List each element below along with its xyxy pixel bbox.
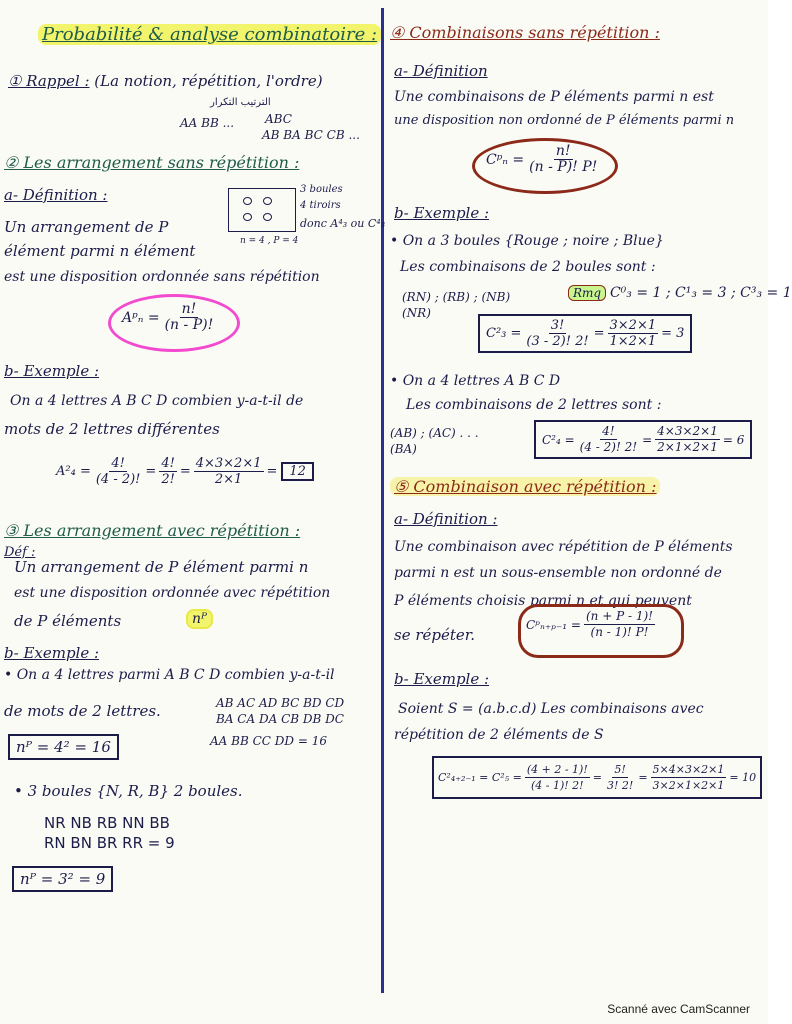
combination-repetition-formula-lhs: Cᵖₙ₊ₚ₋₁ = <box>526 617 581 632</box>
fraction-denominator: 2×1×2×1 <box>657 440 718 454</box>
section-3-example-label: b- Exemple : <box>4 644 100 662</box>
rappel-example-order: ABC <box>265 112 292 126</box>
section-5-definition-line-4: se répéter. <box>394 626 476 644</box>
combination-formula <box>486 144 602 175</box>
section-3-example-line-2: de mots de 2 lettres. <box>4 702 161 720</box>
equals-sign: = <box>592 771 602 784</box>
section-4-example-pairs: (RN) ; (RB) ; (NB) <box>402 290 511 304</box>
example-fraction <box>578 424 639 455</box>
combination-formula-fraction <box>527 144 599 175</box>
section-5-heading: ⑤ Combinaison avec répétition : <box>390 478 660 496</box>
equals-sign: = <box>266 464 278 479</box>
section-2-example-formula <box>56 456 314 487</box>
combination-repetition-formula <box>526 609 658 640</box>
section-3-definition-line-1: Un arrangement de P élément parmi n <box>14 558 309 576</box>
section-3-example-words-3: AA BB CC DD = 16 <box>210 734 327 748</box>
arrangement-formula-denominator: (n - P)! <box>164 317 214 333</box>
section-2-example-label: b- Exemple : <box>4 362 100 380</box>
arrangement-formula-lhs: Aᵖₙ = <box>122 309 160 326</box>
ball-drawing <box>263 213 272 221</box>
section-5-definition-line-3: P éléments choisis parmi n et qui peuvent <box>394 593 692 609</box>
example-fraction <box>94 456 143 487</box>
fraction-numerator: 3! <box>550 318 565 333</box>
arrangement-formula <box>122 302 218 333</box>
combination-repetition-formula-numerator: (n + P - 1)! <box>586 609 653 623</box>
section-4-definition-line-1: Une combinaisons de P éléments parmi n est <box>394 89 714 105</box>
section-5-definition-line-1: Une combinaison avec répétition de P éléments <box>394 539 733 555</box>
section-4-example-line-1: • On a 3 boules {Rouge ; noire ; Blue} <box>390 233 664 249</box>
fraction-numerator: 5! <box>614 763 626 776</box>
section-4-definition-line-2: une disposition non ordonné de P éléments parmi n <box>394 113 735 128</box>
example-result: = 10 <box>729 771 757 784</box>
section-3-definition-line-3: de P éléments <box>14 612 122 630</box>
example-fraction <box>524 318 590 349</box>
example-formula-lhs: A²₄ = <box>56 464 91 479</box>
combination-repetition-formula-fraction <box>584 609 655 640</box>
combination-repetition-formula-denominator: (n - 1)! P! <box>590 625 649 639</box>
sketch-label-balls: 3 boules <box>300 184 343 195</box>
column-divider <box>381 8 384 993</box>
arrangement-formula-fraction <box>163 302 216 333</box>
section-4-example-line-2: Les combinaisons de 2 boules sont : <box>400 259 656 275</box>
section-3-example-2-line: • 3 boules {N, R, B} 2 boules. <box>14 782 243 800</box>
section-4-example-2-pairs: (AB) ; (AC) . . . <box>390 426 479 440</box>
section-3-example-line-1: • On a 4 lettres parmi A B C D combien y-a-t-il <box>4 667 335 683</box>
example-formula-lhs: C²₃ = <box>486 326 522 341</box>
fraction-numerator: 3×2×1 <box>609 318 657 333</box>
combination-formula-lhs: Cᵖₙ = <box>486 151 525 168</box>
example-fraction <box>159 456 177 487</box>
section-2-definition-line-1: Un arrangement de P <box>4 218 169 236</box>
section-4-remark <box>568 284 792 302</box>
fraction-numerator: 4×3×2×1 <box>657 424 718 438</box>
equals-sign: = <box>642 432 653 447</box>
example-fraction <box>194 456 264 487</box>
example-formula-lhs: C²₄₊₂₋₁ = C²₅ = <box>438 771 522 784</box>
section-2-example-line-1: On a 4 lettres A B C D combien y-a-t-il de <box>10 393 304 409</box>
remark-label: Rmq <box>568 285 606 301</box>
section-5-example-line-2: répétition de 2 éléments de S <box>394 727 604 743</box>
fraction-denominator: 2×1 <box>214 472 243 487</box>
section-4-example-2-pairs-2: (BA) <box>390 442 417 456</box>
sketch-label-conclusion: donc A⁴₃ ou C⁴₃ <box>300 217 386 230</box>
section-5-definition-line-2: parmi n est un sous-ensemble non ordonné de <box>394 565 722 581</box>
equals-sign: = <box>593 326 605 341</box>
fraction-numerator: 4! <box>602 424 615 438</box>
rappel-line <box>8 72 323 90</box>
section-4-example-2-line-1: • On a 4 lettres A B C D <box>390 373 561 389</box>
example-fraction <box>608 318 659 349</box>
section-4-heading: ④ Combinaisons sans répétition : <box>390 23 660 42</box>
page-title: Probabilité & analyse combinatoire : <box>38 26 381 44</box>
section-3-example-words-1: AB AC AD BC BD CD <box>216 696 345 710</box>
section-3-formula: nᴾ <box>186 610 213 628</box>
section-3-heading: ③ Les arrangement avec répétition : <box>4 521 301 540</box>
section-4-example-formula <box>478 314 692 353</box>
sketch-label-drawers: 4 tiroirs <box>300 200 341 211</box>
section-5-example-label: b- Exemple : <box>394 670 490 688</box>
section-3-example-formula: nᴾ = 4² = 16 <box>8 734 119 760</box>
section-4-example-2-formula <box>534 420 752 459</box>
section-2-example-line-2: mots de 2 lettres différentes <box>4 420 220 438</box>
drawer-sketch <box>228 188 296 232</box>
section-4-example-2-line-2: Les combinaisons de 2 lettres sont : <box>406 397 662 413</box>
fraction-denominator: 1×2×1 <box>609 334 657 349</box>
section-3-example-2-words-2: RN BN BR RR = 9 <box>44 834 175 852</box>
section-2-definition-line-3: est une disposition ordonnée sans répétition <box>4 269 320 285</box>
equals-sign: = <box>638 771 648 784</box>
arrangement-formula-numerator: n! <box>181 301 197 317</box>
example-formula-lhs: C²₄ = <box>542 432 575 447</box>
section-5-example-line-1: Soient S = (a.b.c.d) Les combinaisons avec <box>398 701 704 717</box>
fraction-denominator: 2! <box>161 472 175 487</box>
fraction-numerator: (4 + 2 - 1)! <box>526 763 588 776</box>
combination-formula-numerator: n! <box>555 143 571 159</box>
example-fraction <box>655 424 720 455</box>
fraction-denominator: (4 - 2)! 2! <box>579 440 638 454</box>
section-5-example-formula <box>432 756 762 799</box>
combination-formula-denominator: (n - P)! P! <box>529 159 598 175</box>
section-3-example-2-formula: nᴾ = 3² = 9 <box>12 866 113 892</box>
ball-drawing <box>243 213 252 221</box>
ball-drawing <box>263 197 272 205</box>
section-4-definition-label: a- Définition <box>394 62 488 80</box>
example-result-box: 12 <box>281 462 314 481</box>
equals-sign: = <box>179 464 191 479</box>
fraction-denominator: (3 - 2)! 2! <box>526 334 589 349</box>
fraction-numerator: 4×3×2×1 <box>195 456 262 471</box>
section-5-definition-label: a- Définition : <box>394 510 498 528</box>
section-2-definition-line-2: élément parmi n élément <box>4 242 196 260</box>
section-4-example-label: b- Exemple : <box>394 204 490 222</box>
equals-sign: = <box>145 464 157 479</box>
fraction-denominator: 3! 2! <box>606 779 634 792</box>
section-3-definition-line-2: est une disposition ordonnée avec répétition <box>14 585 331 601</box>
rappel-heading: ① Rappel : <box>8 72 90 90</box>
rappel-example-repeat: AA BB ... <box>180 116 235 130</box>
fraction-numerator: 5×4×3×2×1 <box>652 763 725 776</box>
section-3-example-words-2: BA CA DA CB DB DC <box>216 712 344 726</box>
rappel-arabic: الترتيب التكرار <box>210 97 271 108</box>
sketch-label-n-p: n = 4 , P = 4 <box>240 236 299 246</box>
example-fraction <box>525 762 590 793</box>
scanner-watermark: Scanné avec CamScanner <box>607 1002 750 1016</box>
section-3-definition-label: Déf : <box>4 545 36 560</box>
fraction-numerator: 4! <box>161 456 175 471</box>
section-4-example-pairs-2: (NR) <box>402 306 431 320</box>
fraction-denominator: 3×2×1×2×1 <box>652 779 725 792</box>
section-2-definition-label: a- Définition : <box>4 186 108 204</box>
section-2-heading: ② Les arrangement sans répétition : <box>4 153 300 172</box>
remark-text: C⁰₃ = 1 ; C¹₃ = 3 ; C³₃ = 1 <box>609 285 792 301</box>
example-result: = 6 <box>722 432 745 447</box>
example-fraction <box>651 762 727 793</box>
rappel-text: (La notion, répétition, l'ordre) <box>94 72 323 90</box>
fraction-denominator: (4 - 2)! <box>95 472 141 487</box>
fraction-numerator: 4! <box>111 456 125 471</box>
section-3-example-2-words-1: NR NB RB NN BB <box>44 814 170 832</box>
fraction-denominator: (4 - 1)! 2! <box>530 779 584 792</box>
example-fraction <box>605 762 635 793</box>
ball-drawing <box>243 197 252 205</box>
rappel-example-pairs: AB BA BC CB ... <box>262 128 360 142</box>
example-result: = 3 <box>661 326 685 341</box>
